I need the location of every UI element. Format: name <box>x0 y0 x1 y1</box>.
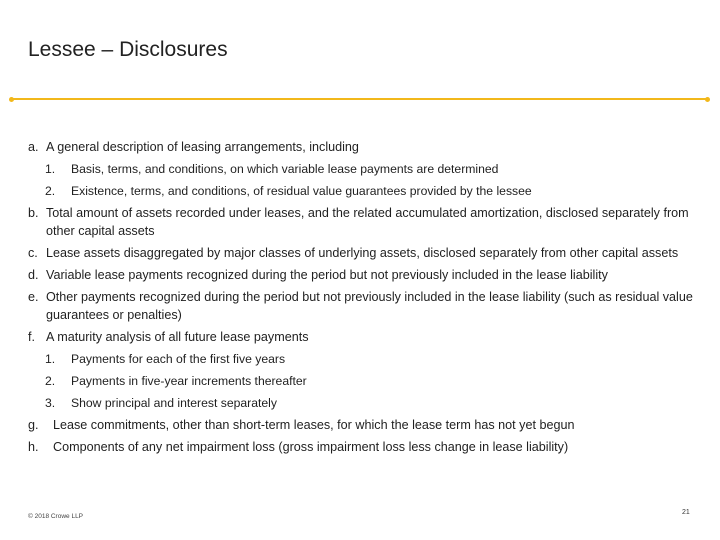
sub-item-label: 1. <box>45 162 56 176</box>
sub-item-text: Basis, terms, and conditions, on which variable lease payments are determined <box>71 162 499 176</box>
page-title: Lessee – Disclosures <box>28 38 228 61</box>
item-label: d. <box>28 268 39 282</box>
item-label: f. <box>28 330 35 344</box>
item-label: b. <box>28 206 39 220</box>
item-text: Components of any net impairment loss (gross impairment loss less change in lease liability) <box>53 440 569 454</box>
item-text: Total amount of assets recorded under leases, and the related accumulated amortization, disclosed separately from other capital assets <box>46 206 689 238</box>
sub-item-text: Payments in five-year increments thereafter <box>71 374 307 388</box>
item-label: a. <box>28 140 39 154</box>
sub-item-label: 3. <box>45 396 56 410</box>
sub-item-text: Existence, terms, and conditions, of residual value guarantees provided by the lessee <box>71 184 532 198</box>
item-label: c. <box>28 246 38 260</box>
sub-item-label: 2. <box>45 184 56 198</box>
sub-item-label: 2. <box>45 374 56 388</box>
divider-dot-left <box>9 97 14 102</box>
item-label: e. <box>28 290 39 304</box>
sub-item <box>28 394 698 412</box>
disclosure-list <box>28 138 698 460</box>
list-item <box>28 204 698 240</box>
item-text: Other payments recognized during the period but not previously included in the lease liability (such as residual value guarantees or penalties) <box>46 290 693 322</box>
list-item <box>28 328 698 346</box>
item-label: h. <box>28 440 39 454</box>
sub-item <box>28 160 698 178</box>
item-text: Variable lease payments recognized during the period but not previously included in the lease liability <box>46 268 608 282</box>
item-text: Lease assets disaggregated by major classes of underlying assets, disclosed separately from other capital assets <box>46 246 679 260</box>
sub-item <box>28 372 698 390</box>
sub-item-text: Show principal and interest separately <box>71 396 277 410</box>
sub-item-label: 1. <box>45 352 56 366</box>
divider-dot-right <box>705 97 710 102</box>
list-item <box>28 416 698 434</box>
page-number: 21 <box>682 509 690 516</box>
sub-item <box>28 350 698 368</box>
copyright-footer: © 2018 Crowe LLP <box>28 513 84 520</box>
sub-item <box>28 182 698 200</box>
divider-line <box>11 98 708 100</box>
item-text: Lease commitments, other than short-term leases, for which the lease term has not yet begun <box>53 418 575 432</box>
item-label: g. <box>28 418 39 432</box>
list-item <box>28 244 698 262</box>
sub-item-text: Payments for each of the first five years <box>71 352 286 366</box>
list-item <box>28 288 698 324</box>
list-item <box>28 266 698 284</box>
list-item <box>28 138 698 156</box>
item-text: A maturity analysis of all future lease payments <box>46 330 309 344</box>
list-item <box>28 438 698 456</box>
item-text: A general description of leasing arrangements, including <box>46 140 359 154</box>
